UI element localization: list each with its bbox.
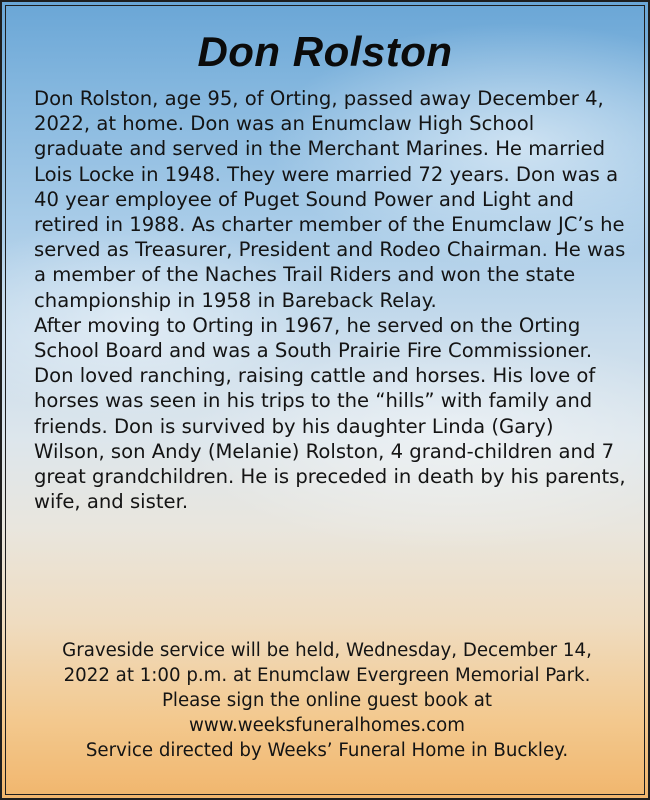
service-line-date: Graveside service will be held, Wednesday, December 14, [62, 640, 592, 661]
obituary-paragraph-1: Don Rolston, age 95, of Orting, passed away December 4, 2022, at home. Don was an Enumclaw High School graduate and served in the Merchant Marines. He married Lois Locke in 1948. They were married 72 years. Don was a 40 year employee of Puget Sound Power and Light and retired in 1988. As charter member of the Enumclaw JC’s he served as Treasurer, President and Rodeo Chairman. He was a member of the Naches Trail Riders and won the state championship in 1958 in Bareback Relay. [34, 87, 626, 312]
obituary-body [34, 86, 626, 514]
obituary-paragraph-3: Don loved ranching, raising cattle and horses. His love of horses was seen in his trips to the “hills” with family and friends. Don is survived by his daughter Linda (Gary) Wilson, son Andy (Melanie) Rolston, 4 grand-children and 7 great grandchildren. He is preceded in death by his parents, wife, and sister. [34, 364, 626, 514]
page-title: Don Rolston [197, 28, 453, 75]
service-line-guestbook: Please sign the online guest book at [161, 690, 493, 711]
service-line-location: 2022 at 1:00 p.m. at Enumclaw Evergreen Memorial Park. [63, 665, 591, 686]
service-line-director: Service directed by Weeks’ Funeral Home in Buckley. [85, 740, 569, 761]
obituary-paragraph-2: After moving to Orting in 1967, he served on the Orting School Board and was a South Prairie Fire Commissioner. [34, 313, 593, 363]
guestbook-link[interactable]: www.weeksfuneralhomes.com [189, 715, 465, 736]
service-details [24, 638, 630, 763]
